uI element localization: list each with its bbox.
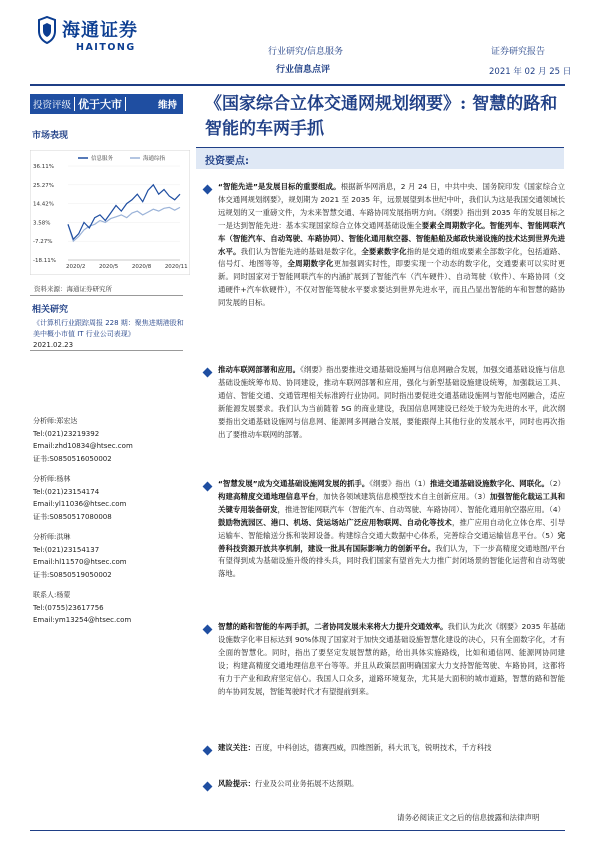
para-lead: 智慧的路和智能的车两手抓，二者协同发展未来将大力提升交通效率。 <box>218 622 448 631</box>
analyst-tel: Tel:(021)23154174 <box>33 487 100 496</box>
para-text: 根据新华网消息，2 月 24 日，中共中央、国务院印发《国家综合立体交通网规划纲要》，规划期为 2021 至 2035 年，远景展望到本世纪中叶，我们认为这是我国交通领域长远规划的又一重磅文件，为未来智慧交通、车路协同发展指明方向。《纲要》指出到 2035 年的发展目标之一是达到智能先进：基本实现国家综合立体交通网基础设施全 <box>218 182 565 230</box>
header-category: 行业研究/信息服务 <box>268 47 344 57</box>
para-lead: “智能先进”是发展目标的重要组成。 <box>218 182 341 191</box>
paragraph-vehicle-network <box>218 364 565 441</box>
x-tick-label: 2020/11 <box>164 264 188 270</box>
para-text: 行业及公司业务拓展不达预期。 <box>254 779 359 788</box>
analyst-cert: 证书:S0850517080008 <box>33 512 112 521</box>
para-lead: 建议关注： <box>218 743 255 752</box>
para-text: 《纲要》指出要推进交通基础设施网与信息网融合发展，加强交通基础设施与信息基础设施统筹布局、协同建设，推动车联网部署和应用，强化与新型基础设施建设统筹，加强载运工具、通信、智能交通、交通管理相关标准跨行业协同。同时指出要促进交通基础设施网与智能电网融合，适应新能源发展要求。我们认为当前随着 5G 的商业建设，我国信息网建设已经处于较为先进的水平，此次纲要指出交通基础设施网与信息网、能源网多网融合发展，要能跟得上其他行业的发展水平，同时也再次指出了要推动车联网的部署。 <box>218 365 565 439</box>
analyst-name: 分析师:杨林 <box>33 475 71 483</box>
analyst-cert: 证书:S0850516050002 <box>33 454 112 463</box>
analyst-entry <box>33 589 183 627</box>
legend-label: 海通综指 <box>143 156 166 162</box>
contact-email[interactable]: Email:ym13254@htsec.com <box>33 616 132 624</box>
header-report-type: 行业信息点评 <box>276 65 331 75</box>
para-emphasis: 构建高精度交通地理信息平台 <box>218 491 316 501</box>
analyst-name: 分析师:洪琳 <box>33 533 71 541</box>
para-emphasis: 全要素数字化 <box>361 246 407 256</box>
x-tick-label: 2020/8 <box>131 264 152 270</box>
para-text: 《纲要》指出（1） <box>369 479 430 488</box>
analyst-name: 分析师:郑宏达 <box>33 417 78 425</box>
para-emphasis: 推进交通基础设施数字化、网联化。 <box>429 479 550 488</box>
para-text: ，推进智能网联汽车（智能汽车、自动驾驶、车路协同）、智能化通用航空器应用。（4） <box>277 504 565 514</box>
disclaimer-footer: 请务必阅读正文之后的信息披露和法律声明 <box>397 813 540 822</box>
para-lead: 推动车联网部署和应用。 <box>218 365 301 374</box>
analyst-email[interactable]: Email:zhd10834@htsec.com <box>33 442 133 450</box>
para-text: 更加强调实时性，即要实现一个动态的数字化，交通要素可以实时更新。同时国家对于智能网联汽车的内涵扩展到了智能汽车（汽车硬件）、自动驾驶（软件）、车路协同（交通硬件+汽车软硬件），不仅对智能驾驶水平要求要达到世界先进水平，而且凸显出智能的车和智慧的路协同发展的目标。 <box>218 259 565 308</box>
contact-name: 联系人:杨蒙 <box>33 591 71 599</box>
para-text: 我们认为此次《纲要》2035 年基础设施数字化率目标达到 90%体现了国家对于加快交通基础设施智慧化建设的决心，只有全面数字化，才有全面的智慧化。同时，指出了要坚定发展智慧的路，给出具体实施路线，比如和通信网、能源网协同建设；构建高精度交通地理信息平台等等。并且从政策层面明确国家大力支持智能驾驶、车路协同，这都将有力于产业和政府坚定信心。我国人口众多，道路环境复杂，尤其是大面积的城市道路，智慧的路和智能的车协同发展，智能驾驶时代才有望提前到来。 <box>218 622 565 696</box>
report-title: 《国家综合立体交通网规划纲要》: 智慧的路和智能的车两手抓 <box>205 94 558 139</box>
paragraph-recommendations <box>218 742 565 755</box>
related-research-title: 相关研究 <box>32 305 69 315</box>
bullet-icon <box>203 625 213 635</box>
para-text: 我们认为，下一步高精度交通地图/平台有望得到成为基础设施升级的排头兵，同时我们国家有望首先大力推广封闭场景的智能化运营和自动驾驶落地。 <box>218 543 565 579</box>
para-text: 我们认为智能先进的基础是数字化， <box>240 246 362 256</box>
rating-status: 维持 <box>157 100 177 111</box>
key-points-bar <box>196 147 564 169</box>
bullet-icon <box>203 482 213 492</box>
related-research <box>33 318 185 351</box>
bullet-icon <box>203 368 213 378</box>
para-emphasis: 加强智能化载运工具和关键专用装备研发 <box>218 491 565 514</box>
analyst-list <box>33 415 183 627</box>
rating-value: 优于大市 <box>78 98 123 111</box>
para-emphasis: 要素全周期数字化。智能列车、智能网联汽车（智能汽车、自动驾驶、车路协同）、智能化通用航空器、智能船舶及邮政快递设施的技术达到世界先进水平。 <box>218 220 565 256</box>
para-text: 百度，中科创达，德赛西威，四维图新，科大讯飞，锐明技术，千方科技 <box>254 743 492 752</box>
analyst-email[interactable]: Email:hl11570@htsec.com <box>33 558 127 566</box>
analyst-tel: Tel:(021)23219392 <box>33 429 100 438</box>
y-tick-label: -7.27% <box>33 239 53 246</box>
para-emphasis: 鼓励物流园区、港口、机场、货运场站广泛应用物联网、自动化等技术 <box>218 517 452 527</box>
header-divider <box>30 84 565 86</box>
x-tick-label: 2020/5 <box>98 264 119 270</box>
para-emphasis: 完善科技资源开放共享机制，建设一批具有国际影响力的创新平台。 <box>218 530 565 553</box>
left-divider <box>30 350 183 351</box>
rating-separator <box>125 97 126 111</box>
bullet-icon <box>203 185 213 195</box>
y-tick-label: 14.42% <box>33 201 54 208</box>
left-divider <box>30 295 183 296</box>
rating-label: 投资评级 <box>33 100 72 111</box>
paragraph-smart-development <box>218 478 565 581</box>
header-report-label: 证券研究报告 <box>491 47 546 57</box>
contact-tel: Tel:(0755)23617756 <box>33 603 104 612</box>
para-text: 指的是交通的组成要素全部数字化，包括道路、信号灯、地图等等， <box>218 246 565 269</box>
header-date: 2021 年 02 月 25 日 <box>489 67 572 77</box>
para-emphasis: 全周期数字化 <box>287 259 334 269</box>
haitong-logo <box>36 12 166 68</box>
para-text: ，加快各领域建筑信息模型技术自主创新应用。（3） <box>315 491 490 501</box>
logo-chinese-name: 海通证券 <box>62 20 138 41</box>
para-text: （2） <box>549 479 565 488</box>
haitong-logo-icon <box>36 16 58 44</box>
footer-divider <box>30 830 565 831</box>
x-tick-label: 2020/2 <box>66 264 86 270</box>
y-tick-label: 36.11% <box>33 164 54 170</box>
logo-english-name: HAITONG <box>76 42 136 53</box>
related-research-text[interactable]: 《计算机行业跟踪周报 228 期：聚焦进期港股和美中概小市值 IT 行业公司表现》 <box>33 319 184 338</box>
analyst-cert: 证书:S0850519050002 <box>33 570 112 579</box>
y-tick-label: -18.11% <box>33 258 56 264</box>
key-points-label: 投资要点: <box>205 156 249 167</box>
bullet-icon <box>203 782 213 792</box>
paragraph-smart-advanced <box>218 181 565 310</box>
related-research-date: 2021.02.23 <box>33 341 74 349</box>
legend-label: 信息服务 <box>91 156 114 162</box>
para-text: ，推广应用自动化立体仓库、引导运输车、智能输送分拣和装卸设备。构建综合交通大数据中心体系，完善综合交通运输信息平台。（5） <box>218 517 565 540</box>
market-performance-title: 市场表现 <box>32 131 69 141</box>
bullet-icon <box>203 746 213 756</box>
chart-source: 资料来源：海通证券研究所 <box>34 285 112 293</box>
analyst-entry <box>33 473 183 523</box>
para-lead: “智慧发展”成为交通基础设施网发展的抓手。 <box>218 479 370 488</box>
analyst-tel: Tel:(021)23154137 <box>33 545 100 554</box>
paragraph-road-and-vehicle <box>218 621 565 698</box>
analyst-email[interactable]: Email:yl11036@htsec.com <box>33 500 127 508</box>
y-tick-label: 25.27% <box>33 182 54 189</box>
analyst-entry <box>33 415 183 465</box>
investment-rating-bar <box>30 94 183 114</box>
analyst-entry <box>33 531 183 581</box>
market-performance-chart <box>30 150 190 275</box>
paragraph-risk <box>218 778 565 791</box>
para-lead: 风险提示： <box>218 779 255 788</box>
y-tick-label: 3.58% <box>33 220 51 227</box>
